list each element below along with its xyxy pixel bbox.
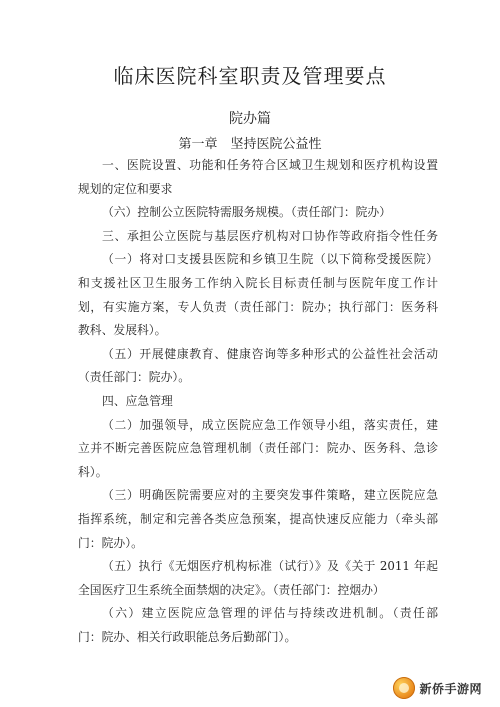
text-line: 规划的定位和要求 (78, 181, 173, 196)
text-line: （二）加强领导，成立医院应急工作领导小组，落实责任，建 (102, 417, 438, 432)
text-line: 门：院办）。 (78, 535, 143, 550)
text-line: 全国医疗卫生系统全面禁烟的决定》。（责任部门：控烟办） (78, 582, 385, 597)
text-line: 门：院办、相关行政职能总务后勤部门）。 (78, 629, 297, 644)
chapter-title: 第一章 坚持医院公益性 (178, 137, 322, 152)
document-body (78, 154, 438, 649)
section-title: 院办篇 (229, 111, 271, 127)
text-line: 三、承担公立医院与基层医疗机构对口协作等政府指令性任务 (102, 228, 438, 243)
text-line: 一、医院设置、功能和任务符合区域卫生规划和医疗机构设置 (102, 158, 438, 172)
text-line: （五）执行《无烟医疗机构标准（试行）》及《关于 2011 年起 (102, 559, 438, 574)
text-line: 和支援社区卫生服务工作纳入院长目标责任制与医院年度工作计 (78, 275, 438, 290)
text-line: 立并不断完善医院应急管理机制（责任部门：院办、医务科、急诊 (78, 441, 438, 456)
text-line: （三）明确医院需要应对的主要突发事件策略，建立医院应急 (102, 488, 438, 503)
document-title: 临床医院科室职责及管理要点 (113, 64, 387, 88)
text-line: 四、应急管理 (102, 393, 173, 408)
text-line: 指挥系统，制定和完善各类应急预案，提高快速反应能力（牵头部 (78, 511, 438, 526)
text-line: （一）将对口支援县医院和乡镇卫生院（以下简称受援医院） (102, 252, 438, 267)
coin-logo-icon (393, 677, 415, 699)
watermark-text: 新侨手游网 (419, 681, 482, 696)
text-line: （责任部门：院办）。 (78, 370, 191, 385)
text-line: 教科、发展科）。 (78, 323, 167, 338)
text-line: 科）。 (78, 464, 108, 479)
text-line: （五）开展健康教育、健康咨询等多种形式的公益性社会活动 (102, 346, 438, 361)
text-line: （六）控制公立医院特需服务规模。（责任部门：院办） (102, 205, 392, 220)
text-line: 划，有实施方案，专人负责（责任部门：院办；执行部门：医务科 (78, 299, 438, 314)
text-line: （六）建立医院应急管理的评估与持续改进机制。（责任部 (102, 606, 438, 621)
watermark (393, 677, 482, 699)
